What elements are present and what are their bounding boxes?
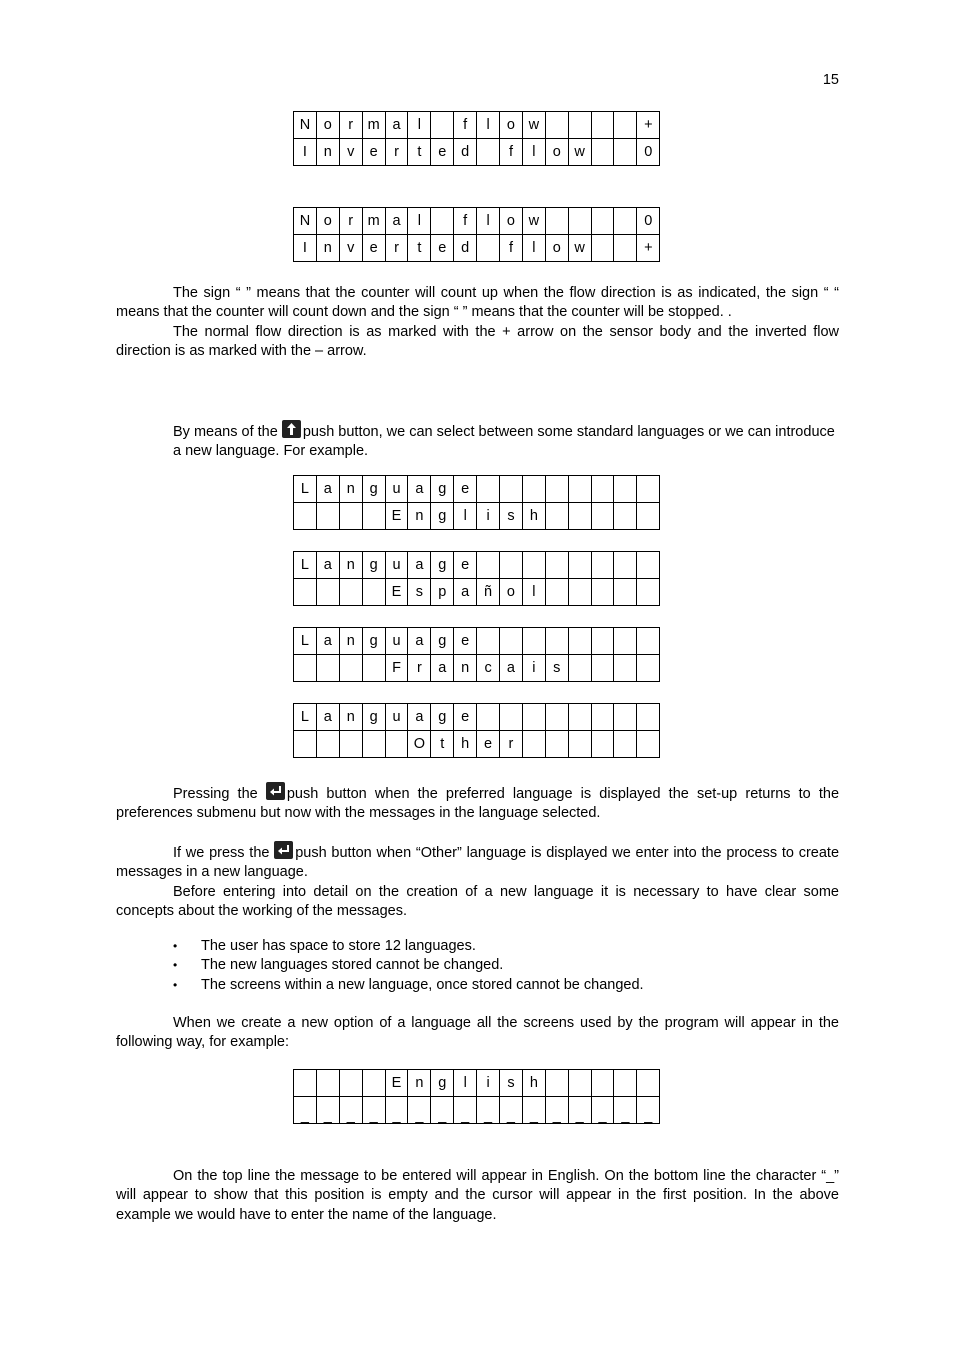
- table-cell: _: [477, 1097, 500, 1124]
- table-cell: _: [568, 1097, 591, 1124]
- table-cell: [591, 579, 614, 606]
- table-row: [294, 139, 660, 166]
- table-cell: L: [294, 552, 317, 579]
- table-cell: 0: [637, 139, 660, 166]
- enter-icon: [266, 782, 285, 800]
- table-cell: s: [500, 503, 523, 530]
- table-cell: [637, 503, 660, 530]
- table-cell: n: [339, 704, 362, 731]
- up-arrow-icon: [282, 420, 301, 438]
- table-cell: f: [500, 235, 523, 262]
- table-cell: e: [431, 235, 454, 262]
- table-cell: [545, 731, 568, 758]
- table-cell: [477, 476, 500, 503]
- table-cell: [477, 704, 500, 731]
- table-cell: [614, 628, 637, 655]
- bullet-list: [173, 937, 644, 995]
- list-item: • The screens within a new language, once stored cannot be changed.: [173, 976, 644, 995]
- table-cell: 0: [637, 208, 660, 235]
- table-cell: l: [522, 579, 545, 606]
- table-cell: [591, 139, 614, 166]
- table-cell: s: [545, 655, 568, 682]
- intro-text-before: By means of the: [173, 424, 278, 440]
- table-cell: a: [316, 704, 339, 731]
- table-cell: _: [454, 1097, 477, 1124]
- flow-display-table: [293, 207, 660, 262]
- table-cell: l: [477, 112, 500, 139]
- table-cell: [568, 503, 591, 530]
- table-cell: _: [408, 1097, 431, 1124]
- table-cell: l: [408, 208, 431, 235]
- table-cell: [591, 503, 614, 530]
- table-cell: r: [339, 112, 362, 139]
- table-cell: [568, 731, 591, 758]
- table-cell: c: [477, 655, 500, 682]
- table-cell: [637, 628, 660, 655]
- table-cell: e: [431, 139, 454, 166]
- table-cell: [591, 552, 614, 579]
- table-cell: n: [408, 1070, 431, 1097]
- table-cell: o: [316, 112, 339, 139]
- table-cell: [591, 112, 614, 139]
- table-cell: [522, 628, 545, 655]
- table-cell: L: [294, 476, 317, 503]
- table-cell: N: [294, 208, 317, 235]
- table-cell: o: [500, 112, 523, 139]
- table-cell: h: [522, 1070, 545, 1097]
- table-row: [294, 579, 660, 606]
- table-cell: [614, 1070, 637, 1097]
- sign-text: The sign “ ” means that the counter will count up when the flow direction is as indicated, the sign “ “ means that the counter will count down and the sign “ ” means that the counter will be stopped. .: [116, 285, 839, 321]
- table-cell: [545, 112, 568, 139]
- intro-text-after: push button, we can select between some standard languages or we can introduce a new language. For example.: [173, 424, 835, 460]
- table-cell: [545, 503, 568, 530]
- other-paragraph: [116, 841, 839, 921]
- table-row: [294, 503, 660, 530]
- table-cell: l: [477, 208, 500, 235]
- table-cell: [591, 476, 614, 503]
- table-row: [294, 704, 660, 731]
- table-cell: [568, 208, 591, 235]
- table-cell: t: [408, 235, 431, 262]
- table-cell: [545, 208, 568, 235]
- table-cell: a: [408, 704, 431, 731]
- table-cell: [339, 655, 362, 682]
- table-cell: [362, 731, 385, 758]
- language-display-table: [293, 551, 660, 606]
- table-cell: v: [339, 235, 362, 262]
- table-cell: _: [545, 1097, 568, 1124]
- table-cell: +: [637, 235, 660, 262]
- sign-paragraph: [116, 284, 839, 361]
- table-cell: [591, 1070, 614, 1097]
- table-cell: r: [408, 655, 431, 682]
- table-cell: [545, 476, 568, 503]
- table-cell: d: [454, 235, 477, 262]
- table-cell: m: [362, 112, 385, 139]
- table-cell: [339, 503, 362, 530]
- table-cell: E: [385, 503, 408, 530]
- table-cell: [591, 628, 614, 655]
- table-cell: [362, 503, 385, 530]
- table-cell: [316, 503, 339, 530]
- table-cell: _: [591, 1097, 614, 1124]
- table-cell: g: [431, 552, 454, 579]
- table-cell: [477, 628, 500, 655]
- table-cell: [591, 235, 614, 262]
- table-cell: n: [339, 628, 362, 655]
- table-cell: [545, 579, 568, 606]
- table-cell: [568, 579, 591, 606]
- table-cell: [316, 579, 339, 606]
- table-cell: u: [385, 628, 408, 655]
- table-cell: l: [454, 1070, 477, 1097]
- create-text: When we create a new option of a language all the screens used by the program will appear in the following way, for example:: [116, 1015, 839, 1051]
- table-cell: f: [500, 139, 523, 166]
- table-cell: [362, 1070, 385, 1097]
- new-language-display-table: [293, 1069, 660, 1124]
- table-cell: o: [316, 208, 339, 235]
- table-cell: a: [454, 579, 477, 606]
- table-cell: [637, 704, 660, 731]
- flow-direction-text: The normal flow direction is as marked with the + arrow on the sensor body and the inverted flow direction is as marked with the – arrow.: [116, 323, 839, 359]
- table-cell: _: [614, 1097, 637, 1124]
- table-cell: [294, 503, 317, 530]
- list-item: • The new languages stored cannot be changed.: [173, 956, 644, 975]
- table-cell: v: [339, 139, 362, 166]
- table-cell: o: [500, 208, 523, 235]
- language-display-table: [293, 627, 660, 682]
- table-cell: n: [339, 476, 362, 503]
- table-cell: [294, 731, 317, 758]
- table-cell: a: [316, 628, 339, 655]
- table-cell: [591, 731, 614, 758]
- table-cell: [568, 704, 591, 731]
- table-cell: o: [545, 139, 568, 166]
- table-cell: g: [362, 704, 385, 731]
- table-cell: [362, 579, 385, 606]
- table-cell: r: [385, 235, 408, 262]
- table-cell: F: [385, 655, 408, 682]
- table-cell: [568, 112, 591, 139]
- table-cell: [591, 655, 614, 682]
- table-cell: [637, 731, 660, 758]
- table-cell: [339, 731, 362, 758]
- create-paragraph: [116, 1014, 839, 1053]
- table-cell: g: [362, 628, 385, 655]
- table-cell: g: [431, 476, 454, 503]
- table-cell: e: [362, 139, 385, 166]
- other-text-before: If we press the: [173, 845, 270, 861]
- final-text: On the top line the message to be entered will appear in English. On the bottom line the character “_” will appear to show that this position is empty and the cursor will appear in the first position. In the above example we would have to enter the name of the language.: [116, 1168, 839, 1223]
- table-cell: [591, 208, 614, 235]
- table-cell: w: [568, 235, 591, 262]
- table-cell: _: [431, 1097, 454, 1124]
- table-cell: [591, 704, 614, 731]
- other-text-after: push button when “Other” language is displayed we enter into the process to create messages in a new language.: [116, 845, 840, 881]
- list-item: • The user has space to store 12 languages.: [173, 937, 644, 956]
- table-cell: e: [454, 552, 477, 579]
- table-cell: a: [408, 552, 431, 579]
- table-cell: [637, 1070, 660, 1097]
- language-intro: [173, 420, 839, 462]
- table-cell: s: [500, 1070, 523, 1097]
- table-cell: d: [454, 139, 477, 166]
- table-cell: e: [477, 731, 500, 758]
- table-cell: [500, 704, 523, 731]
- table-cell: [568, 628, 591, 655]
- table-cell: [294, 655, 317, 682]
- table-cell: a: [385, 112, 408, 139]
- table-cell: i: [477, 503, 500, 530]
- table-cell: a: [500, 655, 523, 682]
- table-cell: w: [568, 139, 591, 166]
- table-cell: n: [316, 139, 339, 166]
- table-row: [294, 235, 660, 262]
- language-display-table: [293, 475, 660, 530]
- table-cell: E: [385, 1070, 408, 1097]
- table-cell: [522, 731, 545, 758]
- table-row: [294, 1070, 660, 1097]
- page-number: 15: [822, 72, 839, 88]
- table-cell: E: [385, 579, 408, 606]
- table-cell: r: [385, 139, 408, 166]
- table-cell: p: [431, 579, 454, 606]
- table-cell: s: [408, 579, 431, 606]
- concepts-text: Before entering into detail on the creation of a new language it is necessary to have clear some concepts about the working of the messages.: [116, 883, 839, 919]
- pressing-text-after: push button when the preferred language is displayed the set-up returns to the preferences submenu but now with the messages in the language selected.: [116, 786, 840, 822]
- table-cell: u: [385, 476, 408, 503]
- table-cell: [477, 552, 500, 579]
- table-cell: t: [408, 139, 431, 166]
- table-cell: [339, 1070, 362, 1097]
- table-cell: [522, 476, 545, 503]
- table-cell: [545, 628, 568, 655]
- table-cell: [316, 655, 339, 682]
- table-cell: a: [316, 552, 339, 579]
- table-cell: a: [385, 208, 408, 235]
- table-cell: l: [522, 235, 545, 262]
- table-cell: [614, 139, 637, 166]
- table-cell: g: [431, 628, 454, 655]
- table-cell: h: [454, 731, 477, 758]
- table-cell: L: [294, 628, 317, 655]
- table-cell: [614, 731, 637, 758]
- table-row: [294, 112, 660, 139]
- table-cell: w: [522, 112, 545, 139]
- table-cell: [431, 208, 454, 235]
- table-cell: I: [294, 139, 317, 166]
- table-cell: _: [637, 1097, 660, 1124]
- table-cell: [294, 579, 317, 606]
- table-cell: e: [454, 704, 477, 731]
- table-cell: e: [362, 235, 385, 262]
- table-cell: [568, 552, 591, 579]
- table-cell: [500, 552, 523, 579]
- table-cell: [431, 112, 454, 139]
- table-cell: _: [500, 1097, 523, 1124]
- enter-icon: [274, 841, 293, 859]
- table-cell: r: [339, 208, 362, 235]
- table-cell: O: [408, 731, 431, 758]
- table-cell: [614, 112, 637, 139]
- table-cell: +: [637, 112, 660, 139]
- table-cell: g: [431, 503, 454, 530]
- table-cell: L: [294, 704, 317, 731]
- table-row: [294, 655, 660, 682]
- table-cell: n: [454, 655, 477, 682]
- table-cell: [614, 579, 637, 606]
- table-cell: [637, 579, 660, 606]
- table-cell: _: [316, 1097, 339, 1124]
- table-cell: _: [385, 1097, 408, 1124]
- table-row: [294, 628, 660, 655]
- table-cell: I: [294, 235, 317, 262]
- table-cell: [500, 476, 523, 503]
- table-cell: a: [408, 476, 431, 503]
- table-cell: e: [454, 628, 477, 655]
- table-cell: [614, 655, 637, 682]
- table-cell: l: [408, 112, 431, 139]
- table-cell: [316, 731, 339, 758]
- table-cell: o: [500, 579, 523, 606]
- table-cell: h: [522, 503, 545, 530]
- table-cell: [614, 503, 637, 530]
- table-cell: [568, 655, 591, 682]
- table-row: [294, 208, 660, 235]
- table-cell: a: [431, 655, 454, 682]
- table-cell: [637, 552, 660, 579]
- table-cell: [568, 476, 591, 503]
- table-cell: [637, 476, 660, 503]
- table-cell: [522, 704, 545, 731]
- table-cell: t: [431, 731, 454, 758]
- table-row: [294, 731, 660, 758]
- table-row: [294, 476, 660, 503]
- table-cell: _: [294, 1097, 317, 1124]
- table-cell: _: [362, 1097, 385, 1124]
- table-cell: [614, 208, 637, 235]
- table-row: [294, 552, 660, 579]
- table-cell: l: [522, 139, 545, 166]
- table-cell: u: [385, 552, 408, 579]
- table-cell: m: [362, 208, 385, 235]
- table-cell: a: [316, 476, 339, 503]
- table-cell: f: [454, 112, 477, 139]
- table-cell: w: [522, 208, 545, 235]
- table-cell: _: [339, 1097, 362, 1124]
- table-cell: o: [545, 235, 568, 262]
- table-cell: [614, 476, 637, 503]
- table-cell: [614, 235, 637, 262]
- table-cell: [614, 552, 637, 579]
- table-cell: n: [316, 235, 339, 262]
- table-cell: r: [500, 731, 523, 758]
- table-cell: [545, 704, 568, 731]
- table-cell: a: [408, 628, 431, 655]
- final-paragraph: [116, 1167, 839, 1225]
- table-cell: l: [454, 503, 477, 530]
- pressing-paragraph: [116, 782, 839, 824]
- table-cell: n: [339, 552, 362, 579]
- table-cell: [477, 235, 500, 262]
- table-cell: f: [454, 208, 477, 235]
- language-display-table: [293, 703, 660, 758]
- table-row: [294, 1097, 660, 1124]
- table-cell: [637, 655, 660, 682]
- table-cell: [385, 731, 408, 758]
- table-cell: e: [454, 476, 477, 503]
- table-cell: [614, 704, 637, 731]
- table-cell: g: [362, 476, 385, 503]
- table-cell: _: [522, 1097, 545, 1124]
- table-cell: g: [431, 704, 454, 731]
- table-cell: [545, 552, 568, 579]
- table-cell: u: [385, 704, 408, 731]
- table-cell: [316, 1070, 339, 1097]
- table-cell: [522, 552, 545, 579]
- table-cell: g: [431, 1070, 454, 1097]
- table-cell: [294, 1070, 317, 1097]
- table-cell: n: [408, 503, 431, 530]
- table-cell: i: [477, 1070, 500, 1097]
- table-cell: i: [522, 655, 545, 682]
- table-cell: [500, 628, 523, 655]
- table-cell: [568, 1070, 591, 1097]
- table-cell: [477, 139, 500, 166]
- table-cell: [362, 655, 385, 682]
- table-cell: [545, 1070, 568, 1097]
- flow-display-table: [293, 111, 660, 166]
- table-cell: N: [294, 112, 317, 139]
- table-cell: [339, 579, 362, 606]
- table-cell: g: [362, 552, 385, 579]
- pressing-text-before: Pressing the: [173, 786, 258, 802]
- table-cell: ñ: [477, 579, 500, 606]
